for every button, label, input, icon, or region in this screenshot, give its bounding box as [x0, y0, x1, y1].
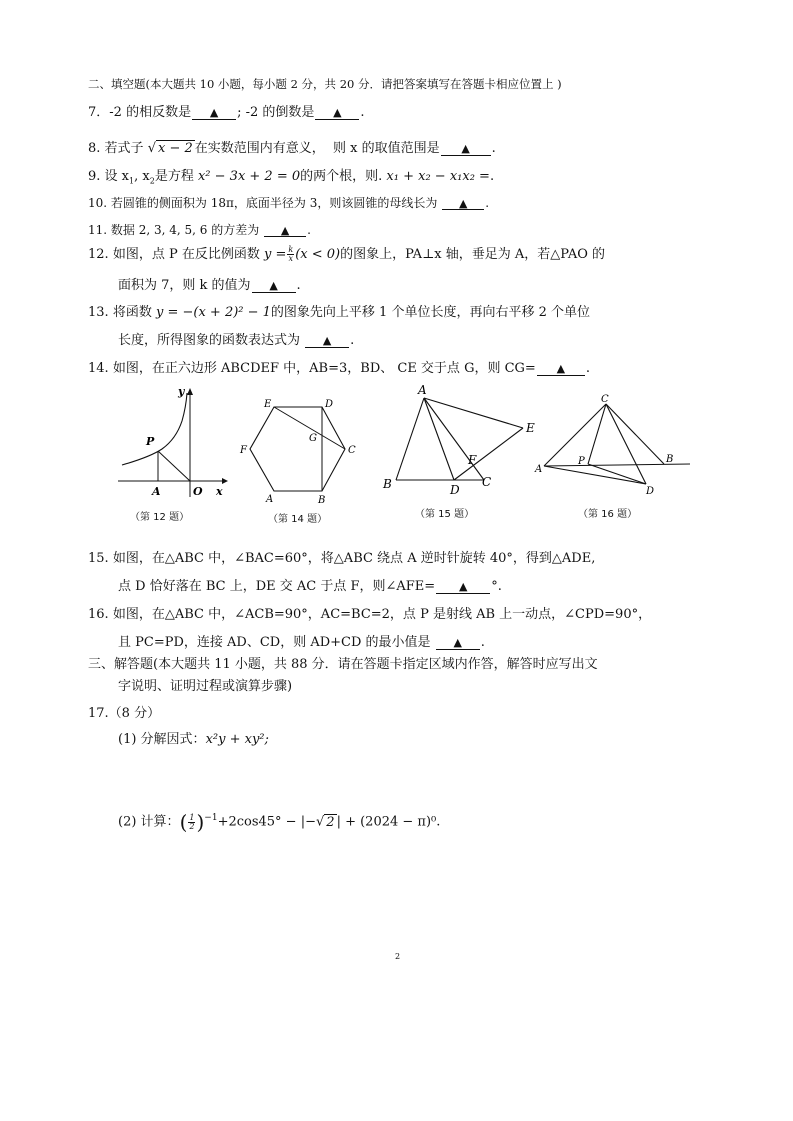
segment-ad: [544, 466, 646, 484]
fraction: $\frac{k}{x}$: [288, 245, 294, 263]
answer-blank: ▲: [436, 580, 490, 594]
answer-blank: ▲: [537, 362, 585, 376]
question-14: 14. 如图，在正六边形 ABCDEF 中，AB=3，BD、 CE 交于点 G，则 CG= ▲ .: [88, 361, 590, 376]
label-p: P: [578, 456, 585, 467]
figure-12: [110, 385, 240, 505]
label-a: A: [418, 383, 427, 397]
segment-po: [158, 451, 190, 481]
question-13: 13. 将函数 y = −(x + 2)² − 1的图象先向上平移 1 个单位长度，再向右平移 2 个单位: [88, 305, 590, 320]
answer-blank: ▲: [436, 636, 480, 650]
question-11: 11. 数据 2, 3, 4, 5, 6 的方差为 ▲ .: [88, 223, 311, 237]
segment-ad: [424, 398, 454, 480]
section3-title: 三、解答题(本大题共 11 小题，共 88 分．请在答题卡指定区域内作答，解答时应写出文: [88, 657, 598, 672]
segment-ac: [424, 398, 484, 480]
segment-cb: [606, 404, 664, 464]
label-a: A: [266, 494, 274, 505]
segment-ae: [424, 398, 523, 428]
label-f: F: [240, 445, 247, 456]
caption-16: （第 16 题）: [578, 509, 638, 520]
label-e: E: [526, 421, 535, 435]
fraction: $\frac{1}{2}$: [189, 812, 195, 831]
label-y: y: [178, 385, 185, 398]
y-axis-arrow: [187, 388, 193, 395]
question-13-cont: 长度，所得图象的函数表达式为 ▲ .: [118, 333, 355, 348]
question-17-part2: (2) 计算：( $\frac{1}{2}$ )$^{-1}$+2cos45° − |−√ 2 | + (2024 − π)⁰.: [118, 810, 441, 834]
label-a: A: [152, 485, 161, 498]
x-axis-arrow: [222, 478, 228, 484]
answer-blank: ▲: [264, 224, 306, 237]
figure-14: [232, 395, 362, 510]
label-c: C: [348, 445, 356, 456]
caption-12: （第 12 题）: [130, 512, 190, 523]
page-number: 2: [395, 952, 401, 961]
label-x: x: [216, 485, 223, 498]
question-10: 10. 若圆锥的侧面积为 18π，底面半径为 3，则该圆锥的母线长为 ▲ .: [88, 196, 490, 210]
answer-blank: ▲: [252, 279, 296, 293]
segment-ab: [396, 398, 424, 480]
hyperbola-curve: [122, 393, 187, 465]
answer-blank: ▲: [305, 334, 349, 348]
answer-blank: ▲: [315, 106, 359, 120]
label-d: D: [325, 399, 334, 410]
label-b: B: [318, 495, 326, 506]
question-15: 15. 如图，在△ABC 中，∠BAC=60°，将△ABC 绕点 A 逆时针旋转 40°，得到△ADE,: [88, 551, 596, 566]
question-17-part1: (1) 分解因式：x²y + xy²;: [118, 732, 269, 747]
caption-14: （第 14 题）: [268, 514, 328, 525]
answer-blank: ▲: [192, 106, 236, 120]
label-d: D: [646, 486, 655, 497]
question-16: 16. 如图，在△ABC 中，∠ACB=90°，AC=BC=2，点 P 是射线 AB 上一动点，∠CPD=90°，: [88, 607, 652, 622]
section3-title-cont: 字说明、证明过程或演算步骤): [118, 679, 293, 694]
caption-15: （第 15 题）: [415, 509, 475, 520]
answer-blank: ▲: [442, 197, 484, 210]
answer-blank: ▲: [441, 142, 491, 156]
label-b: B: [383, 477, 392, 491]
question-12-cont: 面积为 7，则 k 的值为 ▲ .: [118, 278, 301, 293]
question-16-cont: 且 PC=PD，连接 AD、CD，则 AD+CD 的最小值是 ▲ .: [118, 635, 485, 650]
question-9: 9. 设 $x_1$, $x_2$是方程 x² − 3x + 2 = 0的两个根，则. x₁ + x₂ − x₁x₂ =.: [88, 169, 495, 186]
label-c: C: [601, 394, 609, 405]
section2-title: 二、填空题(本大题共 10 小题，每小题 2 分，共 20 分．请把答案填写在答题卡相应位置上 ): [88, 77, 562, 91]
question-8: 8. 若式子 √ x − 2 在实数范围内有意义， 则 x 的取值范围是 ▲ .: [88, 141, 496, 156]
label-d: D: [450, 483, 460, 497]
figure-15: [378, 380, 543, 500]
label-e: E: [264, 399, 272, 410]
question-17-head: 17.（8 分）: [88, 706, 161, 721]
question-15-cont: 点 D 恰好落在 BC 上，DE 交 AC 于点 F，则∠AFE= ▲ °.: [118, 579, 502, 594]
figure-16: [530, 392, 700, 502]
question-12: 12. 如图，点 P 在反比例函数 y = $\frac{k}{x}$ (x < 0)的图象上，PA⊥x 轴，垂足为 A，若△PAO 的: [88, 245, 606, 263]
label-o: O: [193, 485, 203, 498]
label-b: B: [666, 454, 674, 465]
label-c: C: [482, 475, 492, 489]
label-a: A: [535, 464, 543, 475]
hexagon: [250, 407, 345, 491]
label-g: G: [309, 433, 317, 444]
label-f: F: [468, 453, 477, 467]
question-7: 7．-2 的相反数是 ▲ ; -2 的倒数是 ▲ .: [88, 105, 365, 120]
label-p: P: [146, 435, 155, 448]
